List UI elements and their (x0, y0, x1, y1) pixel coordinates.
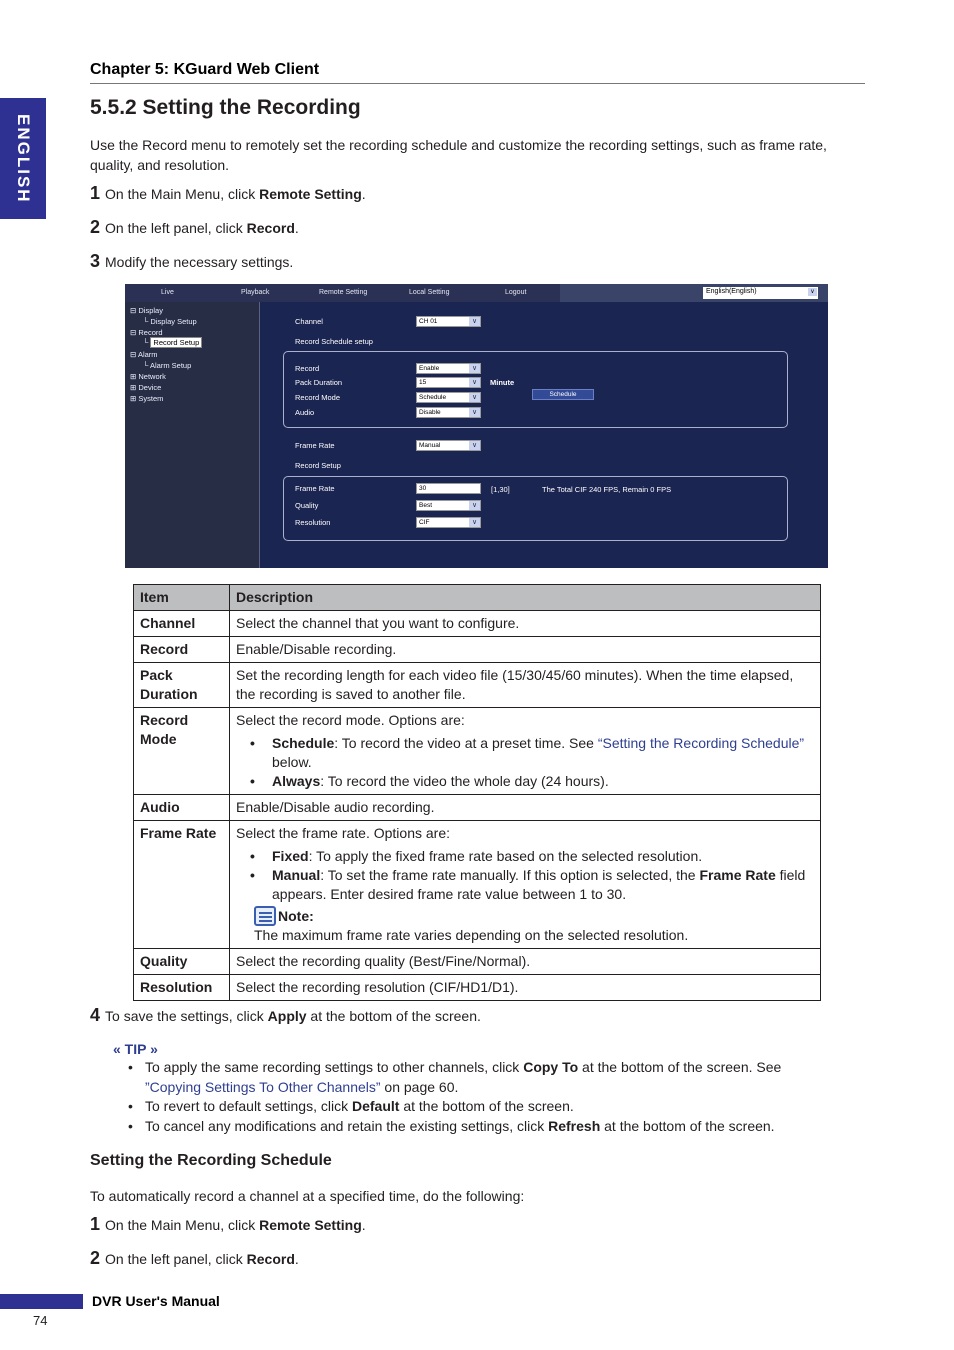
minute-label: Minute (490, 378, 515, 387)
record-mode-always: • Always: To record the video the whole day (24 hours). (236, 772, 814, 791)
tree-alarm[interactable]: ⊟ Alarm (130, 350, 158, 359)
record-select[interactable]: Enable ∨ (416, 363, 481, 374)
table-row (134, 637, 821, 663)
tip-label: « TIP » (113, 1041, 158, 1057)
table-item: Record (134, 637, 230, 663)
tree-display[interactable]: ⊟ Display (130, 306, 163, 315)
chevron-down-icon: ∨ (469, 378, 480, 387)
table-item: Resolution (134, 975, 230, 1001)
schedule-setup-label: Record Schedule setup (295, 337, 373, 346)
chevron-down-icon: ∨ (808, 288, 817, 296)
record-settings-screenshot (125, 284, 828, 568)
language-select[interactable]: English(English) ∨ (703, 287, 818, 299)
frame-rate-input[interactable]: 30 (416, 483, 481, 494)
tree-device[interactable]: ⊞ Device (130, 383, 162, 392)
record-mode-schedule: • Schedule: To record the video at a preset time. See “Setting the Recording Schedule” below. (236, 734, 814, 772)
channel-select[interactable]: CH 01 ∨ (416, 316, 481, 327)
table-item: Pack Duration (134, 663, 230, 708)
table-item: Audio (134, 795, 230, 821)
table-description: Enable/Disable recording. (230, 637, 821, 663)
tree-record[interactable]: ⊟ Record (130, 328, 163, 337)
table-description: Select the recording resolution (CIF/HD1/D1). (230, 975, 821, 1001)
tree-network[interactable]: ⊞ Network (130, 372, 166, 381)
tree-display-setup[interactable]: └ Display Setup (143, 317, 197, 326)
frame-rate-manual: • Manual: To set the frame rate manually. If this option is selected, the Frame Rate field appears. Enter desired frame rate value between 1 to 30. (236, 866, 814, 904)
chevron-down-icon: ∨ (469, 317, 480, 326)
table-row (134, 821, 821, 949)
section-title: 5.5.2 Setting the Recording (90, 96, 361, 119)
frame-rate-label: Frame Rate (295, 484, 335, 493)
settings-tree (125, 302, 260, 568)
subsection-intro: To automatically record a channel at a specified time, do the following: (90, 1188, 525, 1204)
quality-select[interactable]: Best ∨ (416, 500, 481, 511)
footer-title: DVR User's Manual (92, 1293, 220, 1309)
menu-playback[interactable]: Playback (241, 289, 270, 296)
record-mode-label: Record Mode (295, 393, 341, 402)
frame-rate-fixed: • Fixed: To apply the fixed frame rate based on the selected resolution. (236, 847, 814, 866)
table-item: Quality (134, 949, 230, 975)
tree-record-setup[interactable]: └ Record Setup (143, 338, 202, 347)
pack-duration-label: Pack Duration (295, 378, 343, 387)
chevron-down-icon: ∨ (469, 441, 480, 450)
step-2: 2 On the left panel, click Record. (90, 217, 299, 237)
sub-step-2: 2 On the left panel, click Record. (90, 1248, 299, 1268)
chevron-down-icon: ∨ (469, 364, 480, 373)
frame-rate-mode-label: Frame Rate (295, 441, 335, 450)
tip-copy-to: • To apply the same recording settings to other channels, click Copy To at the bottom of the screen. See ”Copying Settings To Other Channels” on page 60. (128, 1058, 828, 1097)
table-description: Set the recording length for each video file (15/30/45/60 minutes). When the time elapsed, the recording is saved to another file. (230, 663, 821, 708)
table-row (134, 949, 821, 975)
table-item: Frame Rate (134, 821, 230, 949)
table-row (134, 975, 821, 1001)
menu-logout[interactable]: Logout (505, 289, 527, 296)
chevron-down-icon: ∨ (469, 501, 480, 510)
copying-settings-link[interactable]: ”Copying Settings To Other Channels” (145, 1078, 381, 1095)
note-icon (254, 906, 276, 926)
note-text: The maximum frame rate varies depending on the selected resolution. (254, 927, 689, 943)
table-description: Select the recording quality (Best/Fine/Normal). (230, 949, 821, 975)
footer-bar (0, 1294, 83, 1309)
pack-duration-select[interactable]: 15 ∨ (416, 377, 481, 388)
top-menu-bar (125, 284, 828, 302)
schedule-button[interactable]: Schedule (532, 389, 594, 400)
resolution-select[interactable]: CIF ∨ (416, 517, 481, 528)
menu-remote-setting[interactable]: Remote Setting (319, 289, 368, 296)
chapter-header: Chapter 5: KGuard Web Client (90, 61, 320, 78)
record-label: Record (295, 364, 320, 373)
table-header-item: Item (134, 585, 230, 611)
table-row (134, 708, 821, 795)
record-mode-select[interactable]: Schedule ∨ (416, 392, 481, 403)
schedule-link[interactable]: “Setting the Recording Schedule” (597, 735, 805, 751)
menu-live[interactable]: Live (161, 289, 174, 296)
record-setup-label: Record Setup (295, 461, 341, 470)
subsection-title: Setting the Recording Schedule (90, 1152, 332, 1169)
quality-label: Quality (295, 501, 319, 510)
intro-paragraph: Use the Record menu to remotely set the recording schedule and customize the recording settings, such as frame rate, quality, and resolution. (90, 137, 827, 173)
step-1: 1 On the Main Menu, click Remote Setting. (90, 183, 366, 203)
frame-rate-total: The Total CIF 240 FPS, Remain 0 FPS (542, 485, 672, 494)
tree-system[interactable]: ⊞ System (130, 394, 164, 403)
record-mode-intro: Select the record mode. Options are: (236, 712, 465, 728)
audio-label: Audio (295, 408, 315, 417)
settings-table (133, 584, 821, 1001)
table-row (134, 795, 821, 821)
table-description: Select the channel that you want to configure. (230, 611, 821, 637)
language-side-tab: ENGLISH (0, 98, 46, 219)
resolution-label: Resolution (295, 518, 331, 527)
chevron-down-icon: ∨ (469, 393, 480, 402)
step-4: 4 To save the settings, click Apply at the bottom of the screen. (90, 1005, 481, 1025)
table-row (134, 663, 821, 708)
table-description: Enable/Disable audio recording. (230, 795, 821, 821)
channel-label: Channel (295, 317, 323, 326)
table-header-description: Description (230, 585, 821, 611)
record-setup-frame (283, 476, 788, 541)
page-number: 74 (33, 1313, 48, 1328)
header-divider (90, 83, 865, 84)
table-description (230, 708, 821, 795)
table-description (230, 821, 821, 949)
table-item: Channel (134, 611, 230, 637)
tip-list (128, 1058, 828, 1136)
audio-select[interactable]: Disable ∨ (416, 407, 481, 418)
note-block: Note: (254, 906, 814, 926)
tip-default: • To revert to default settings, click Default at the bottom of the screen. (128, 1097, 828, 1117)
table-item: Record Mode (134, 708, 230, 795)
tree-alarm-setup[interactable]: └ Alarm Setup (143, 361, 192, 370)
frame-rate-intro: Select the frame rate. Options are: (236, 825, 450, 841)
table-header-row (134, 585, 821, 611)
tip-refresh: • To cancel any modifications and retain the existing settings, click Refresh at the bottom of the screen. (128, 1117, 828, 1137)
table-row (134, 611, 821, 637)
frame-rate-range: [1,30] (491, 485, 510, 494)
chevron-down-icon: ∨ (469, 518, 480, 527)
sub-step-1: 1 On the Main Menu, click Remote Setting. (90, 1214, 366, 1234)
step-3: 3 Modify the necessary settings. (90, 251, 294, 271)
menu-local-setting[interactable]: Local Setting (409, 289, 450, 296)
frame-rate-mode-select[interactable]: Manual ∨ (416, 440, 481, 451)
chevron-down-icon: ∨ (469, 408, 480, 417)
